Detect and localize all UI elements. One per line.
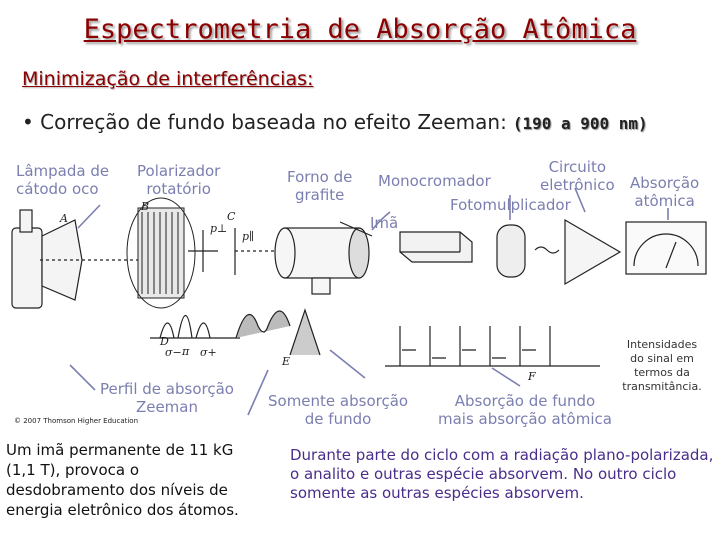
label-p-par: p∥ — [242, 230, 255, 243]
label-polarizer: Polarizador rotatório — [137, 162, 221, 198]
circuit-drawing — [565, 220, 620, 284]
label-monochromator: Monocromador — [378, 172, 491, 190]
meter-drawing — [626, 222, 706, 274]
photomultiplier-drawing — [497, 225, 559, 277]
page-title: Espectrometria de Absorção Atômica — [83, 14, 637, 45]
signal-note: Intensidades do sinal em termos da transmitância. — [622, 338, 702, 393]
lamp-drawing — [12, 210, 140, 308]
label-p-perp: p⊥ — [210, 222, 228, 235]
label-pi: π — [182, 345, 190, 358]
label-sigma-minus: σ− — [165, 346, 182, 359]
label-photomultiplier: Fotomulplicador — [450, 196, 571, 214]
label-background-plus-atomic: Absorção de fundo mais absorção atômica — [438, 392, 612, 428]
polarization-arrows — [188, 228, 280, 275]
bullet-text: • Correção de fundo baseada no efeito Zeeman: — [22, 110, 507, 134]
letter-c: C — [227, 210, 236, 223]
letter-b: B — [141, 200, 150, 213]
bullet-line — [22, 110, 648, 134]
letter-a: A — [60, 212, 68, 225]
section-subtitle: Minimização de interferências: — [22, 68, 314, 90]
copyright-text: © 2007 Thomson Higher Education — [14, 417, 139, 425]
label-lamp: Lâmpada de cátodo oco — [16, 162, 110, 198]
label-sigma-plus: σ+ — [200, 346, 217, 359]
label-atomic-absorption: Absorção atômica — [630, 174, 700, 210]
label-circuit: Circuito eletrônico — [540, 158, 615, 194]
wavelength-range: (190 a 900 nm) — [512, 114, 648, 133]
letter-f: F — [528, 370, 536, 383]
polarizer-drawing — [127, 198, 195, 308]
label-background-only: Somente absorção de fundo — [268, 392, 409, 428]
signal-traces — [290, 310, 600, 366]
label-magnet: Imã — [370, 214, 399, 232]
letter-d: D — [160, 335, 169, 348]
monochromator-drawing — [400, 232, 472, 262]
letter-e: E — [282, 355, 291, 368]
furnace-drawing — [275, 222, 372, 294]
cycle-description: Durante parte do ciclo com a radiação plano-polarizada, o analito e outras espécie absorvem. No outro ciclo somente as outras espécies absorvem. — [290, 446, 714, 502]
absorption-profile — [150, 311, 290, 338]
label-furnace: Forno de grafite — [287, 168, 353, 204]
label-absorption-profile: Perfil de absorção Zeeman — [100, 380, 234, 416]
magnet-description: Um imã permanente de 11 kG (1,1 T), provoca o desdobramento dos níveis de energia eletrônico dos átomos. — [6, 441, 239, 519]
